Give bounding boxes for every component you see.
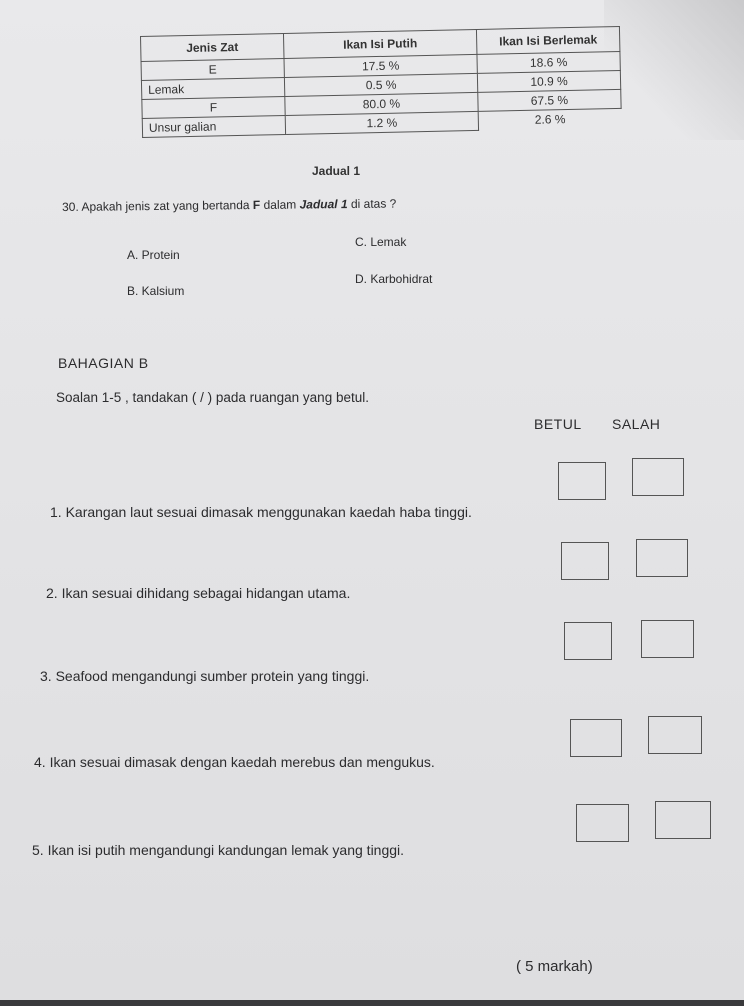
- nutrient-table: [140, 26, 622, 138]
- question-30: [62, 196, 396, 213]
- statement-4: 4. Ikan sesuai dimasak dengan kaedah merebus dan mengukus.: [34, 754, 435, 770]
- table-cell: Unsur galian: [142, 115, 285, 137]
- table-caption: Jadual 1: [312, 164, 361, 178]
- marks-note: ( 5 markah): [516, 958, 593, 975]
- page-bottom-edge: [0, 1000, 744, 1006]
- question-text: di atas ?: [347, 196, 397, 212]
- table-cell: 1.2 %: [285, 111, 478, 134]
- option-d[interactable]: D. Karbohidrat: [355, 272, 433, 286]
- section-heading: BAHAGIAN B: [58, 355, 149, 371]
- table-cell: F: [142, 96, 285, 118]
- table-cell: 17.5 %: [284, 54, 477, 77]
- table-cell: 0.5 %: [284, 73, 477, 96]
- checkbox-salah-2[interactable]: [636, 539, 688, 577]
- question-bold-letter: F: [252, 197, 261, 213]
- column-header-salah: SALAH: [612, 416, 661, 432]
- table-header-cell: Ikan Isi Berlemak: [476, 26, 619, 54]
- checkbox-betul-2[interactable]: [561, 542, 609, 580]
- question-text: 30. Apakah jenis zat yang bertanda: [62, 198, 253, 214]
- table-header-cell: Ikan Isi Putih: [283, 29, 476, 58]
- checkbox-salah-1[interactable]: [632, 458, 684, 496]
- page-shadow: [604, 0, 744, 140]
- section-instruction: Soalan 1-5 , tandakan ( / ) pada ruangan yang betul.: [56, 390, 369, 405]
- checkbox-salah-5[interactable]: [655, 801, 711, 839]
- option-a[interactable]: A. Protein: [127, 248, 180, 262]
- checkbox-betul-4[interactable]: [570, 719, 622, 757]
- statement-5: 5. Ikan isi putih mengandungi kandungan lemak yang tinggi.: [32, 842, 405, 858]
- statement-3: 3. Seafood mengandungi sumber protein yang tinggi.: [40, 668, 370, 684]
- option-b[interactable]: B. Kalsium: [127, 284, 185, 298]
- table-cell: 80.0 %: [285, 92, 478, 115]
- table-header-cell: Jenis Zat: [141, 33, 284, 61]
- column-header-betul: BETUL: [534, 416, 582, 432]
- table-cell: 2.6 %: [534, 112, 566, 127]
- statement-1: 1. Karangan laut sesuai dimasak menggunakan kaedah haba tinggi.: [50, 504, 472, 520]
- question-text: dalam: [260, 197, 300, 212]
- checkbox-betul-1[interactable]: [558, 462, 606, 500]
- checkbox-salah-4[interactable]: [648, 716, 702, 754]
- table-cell: 18.6 %: [477, 51, 620, 73]
- checkbox-betul-5[interactable]: [576, 804, 629, 842]
- statement-2: 2. Ikan sesuai dihidang sebagai hidangan utama.: [46, 585, 351, 601]
- checkbox-salah-3[interactable]: [641, 620, 694, 658]
- table-cell: Lemak: [141, 77, 284, 99]
- table-cell: 10.9 %: [477, 70, 620, 92]
- question-table-ref: Jadual 1: [299, 197, 348, 212]
- checkbox-betul-3[interactable]: [564, 622, 612, 660]
- table-cell: 67.5 %: [478, 89, 621, 111]
- table-cell: E: [141, 58, 284, 80]
- option-c[interactable]: C. Lemak: [355, 235, 407, 249]
